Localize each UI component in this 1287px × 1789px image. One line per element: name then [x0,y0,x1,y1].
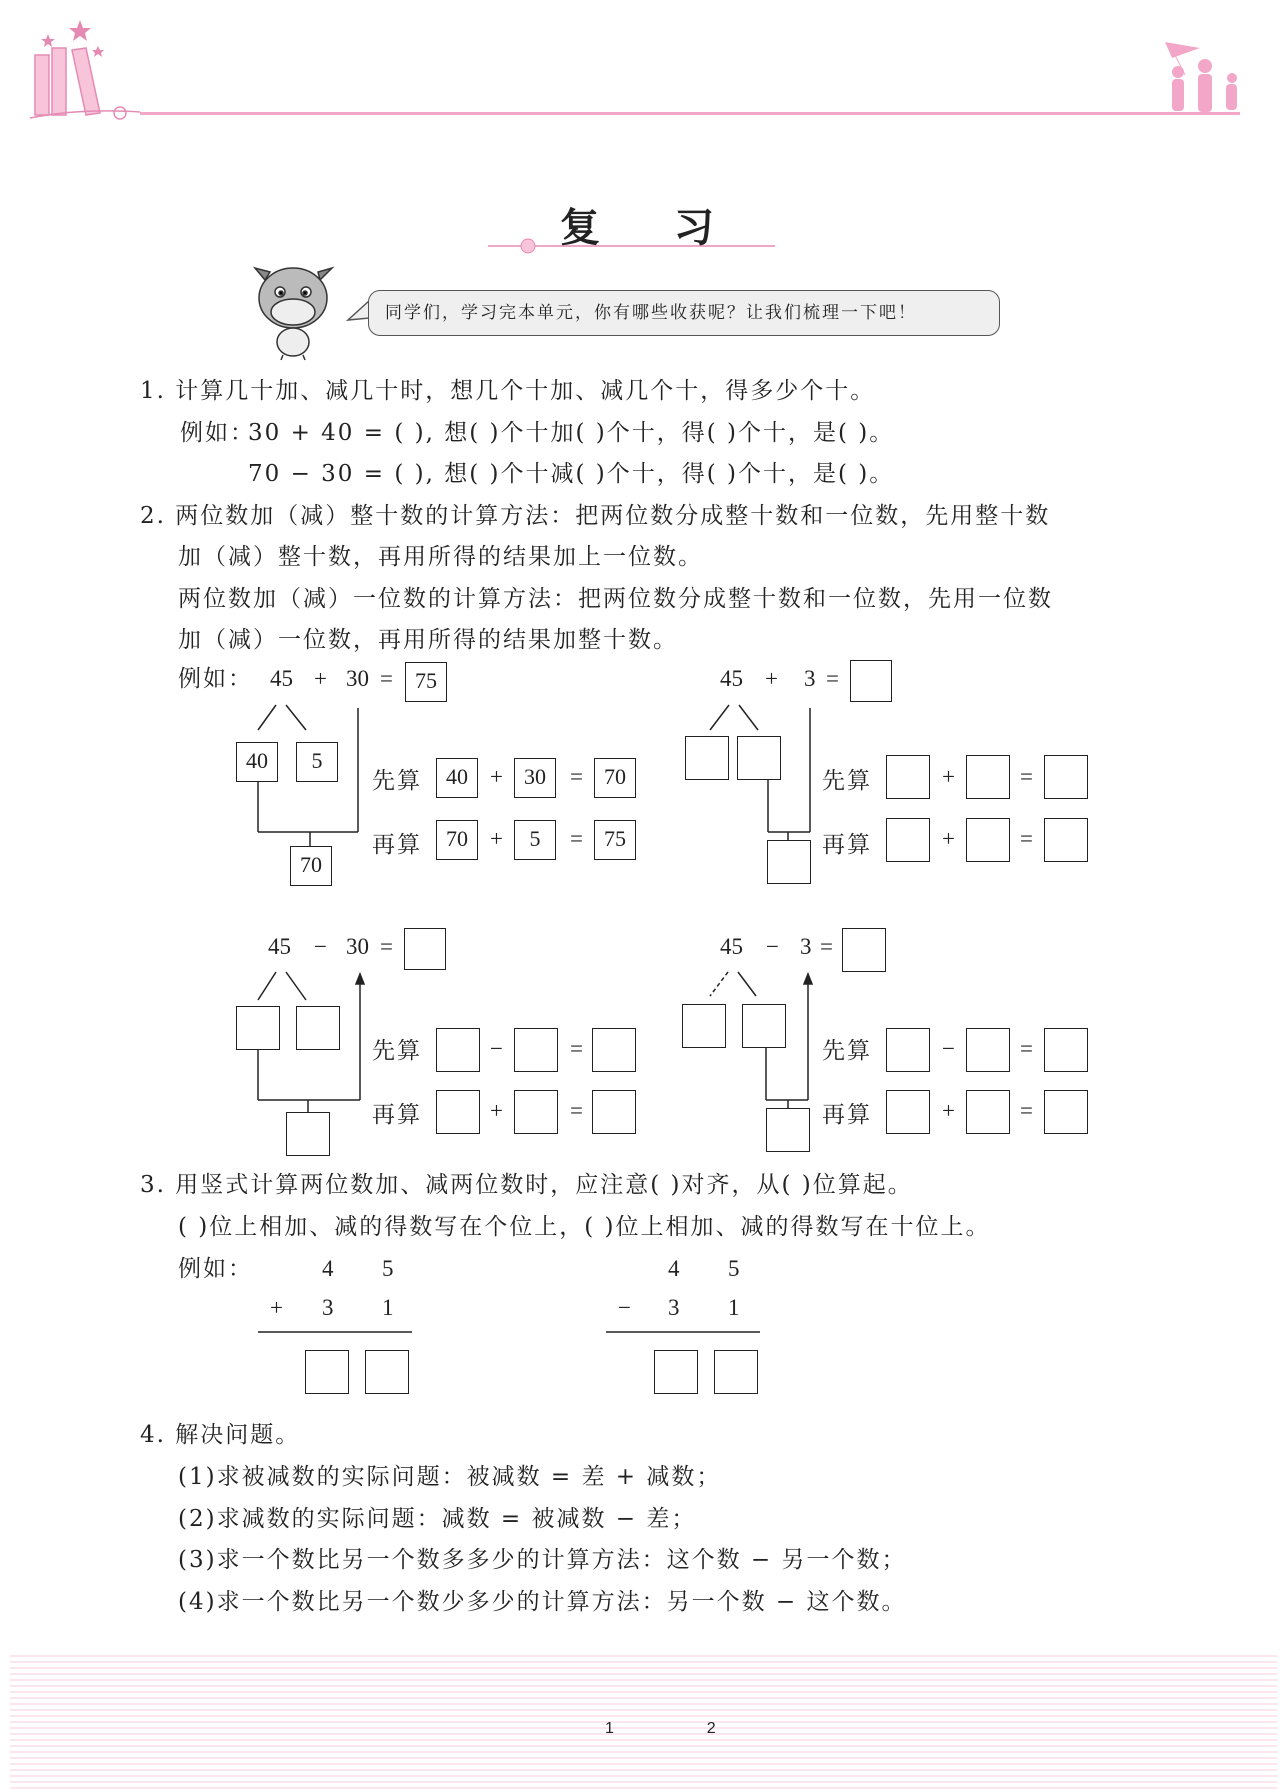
first-step-label: 先算 [822,1038,872,1064]
top-tens: 4 [322,1256,334,1281]
split-tens-box[interactable] [682,1004,726,1048]
bubble-tail [348,300,370,320]
r2-eq: = [570,826,583,851]
page-title: 复 习 [560,204,744,251]
r1-c-box: 70 [594,758,636,798]
operator: − [618,1295,631,1320]
answer-box[interactable] [404,928,446,970]
split-tens-box[interactable] [236,1006,280,1050]
r1-op: + [942,764,955,789]
r2-a-box[interactable] [886,818,930,862]
middle-result-box[interactable] [766,1108,810,1152]
operand-a: 45 [268,934,291,959]
r1-c-box[interactable] [1044,755,1088,799]
result-ones-box[interactable] [714,1350,758,1394]
result-tens-box[interactable] [654,1350,698,1394]
operand-b: 3 [800,934,812,959]
title-dot-icon [521,239,535,253]
section-1-example-label: 例如： [180,420,255,446]
r1-b-box[interactable] [514,1028,558,1072]
r2-c-box[interactable] [1044,1090,1088,1134]
split-ones-box[interactable] [742,1004,786,1048]
r2-c-box: 75 [594,820,636,860]
then-step-label: 再算 [822,1102,872,1128]
r2-eq: = [1020,1098,1033,1123]
operand-a: 45 [270,666,293,691]
r2-b-box[interactable] [966,818,1010,862]
operator: − [314,934,327,959]
book-logo-icon [30,48,140,119]
operator: − [766,934,779,959]
r1-c-box[interactable] [1044,1028,1088,1072]
middle-result-box: 70 [290,846,332,886]
r1-eq: = [1020,1036,1033,1061]
r1-b-box[interactable] [966,755,1010,799]
r1-b-box[interactable] [966,1028,1010,1072]
result-tens-box[interactable] [305,1350,349,1394]
equals-sign: = [380,666,393,691]
operand-b: 3 [804,666,816,691]
r1-a-box[interactable] [886,755,930,799]
r2-op: + [490,1098,503,1123]
operand-a: 45 [720,934,743,959]
first-step-label: 先算 [372,1038,422,1064]
equals-sign: = [826,666,839,691]
section-4-item-3: (3)求一个数比另一个数多多少的计算方法：这个数 − 另一个数； [178,1547,907,1573]
section-1-heading: 1. 计算几十加、减几十时，想几个十加、减几个十，得多少个十。 [140,378,876,404]
top-tens: 4 [668,1256,680,1281]
equals-sign: = [820,934,833,959]
r2-c-box[interactable] [592,1090,636,1134]
section-4-item-4: (4)求一个数比另一个数少多少的计算方法：另一个数 − 这个数。 [178,1589,907,1615]
r2-b-box: 5 [514,820,556,860]
r1-op: − [490,1036,503,1061]
top-ones: 5 [728,1256,740,1281]
split-tens-box: 40 [236,742,278,782]
r1-eq: = [1020,764,1033,789]
split-tens-box[interactable] [685,736,729,780]
then-step-label: 再算 [372,832,422,858]
r1-c-box[interactable] [592,1028,636,1072]
r2-b-box[interactable] [514,1090,558,1134]
r1-b-box: 30 [514,758,556,798]
section-3-line-2: ( )位上相加、减的得数写在个位上，( )位上相加、减的得数写在十位上。 [178,1214,991,1240]
then-step-label: 再算 [372,1102,422,1128]
split-ones-box: 5 [296,742,338,782]
section-4-item-2: (2)求减数的实际问题：减数 = 被减数 − 差； [178,1506,697,1532]
section-2-line-2: 加（减）整十数，再用所得的结果加上一位数。 [178,544,703,570]
middle-result-box[interactable] [286,1112,330,1156]
section-1-example-1: 30 + 40 = ( ), 想( )个十加( )个十，得( )个十，是( )。 [248,420,895,446]
section-2-line-3: 两位数加（减）一位数的计算方法：把两位数分成整十数和一位数，先用一位数 [178,586,1053,612]
split-ones-box[interactable] [737,736,781,780]
r2-b-box[interactable] [966,1090,1010,1134]
first-step-label: 先算 [372,768,422,794]
section-4-item-1: (1)求被减数的实际问题：被减数 = 差 + 减数； [178,1464,722,1490]
middle-result-box[interactable] [767,840,811,884]
r2-eq: = [1020,826,1033,851]
section-2-line-4: 加（减）一位数，再用所得的结果加整十数。 [178,627,678,653]
operator: + [314,666,327,691]
r2-op: + [490,826,503,851]
answer-box[interactable] [842,928,886,972]
answer-box: 75 [405,662,447,702]
r2-op: + [942,1098,955,1123]
r2-a-box: 70 [436,820,478,860]
then-step-label: 再算 [822,832,872,858]
speech-bubble: 同学们，学习完本单元，你有哪些收获呢？让我们梳理一下吧！ [368,290,1000,336]
r1-op: − [942,1036,955,1061]
r1-op: + [490,764,503,789]
r1-eq: = [570,1036,583,1061]
r2-eq: = [570,1098,583,1123]
section-3-line-1: 3. 用竖式计算两位数加、减两位数时，应注意( )对齐，从( )位算起。 [140,1172,913,1198]
first-step-label: 先算 [822,768,872,794]
result-ones-box[interactable] [365,1350,409,1394]
r1-a-box[interactable] [886,1028,930,1072]
split-ones-box[interactable] [296,1006,340,1050]
r1-a-box[interactable] [436,1028,480,1072]
section-3-example-label: 例如： [178,1256,253,1282]
children-kite-icon [1165,42,1237,112]
operand-a: 45 [720,666,743,691]
r2-a-box[interactable] [436,1090,480,1134]
r1-a-box: 40 [436,758,478,798]
r2-op: + [942,826,955,851]
page-number: 1 2 [605,1720,744,1737]
operand-b: 30 [346,934,369,959]
bottom-tens: 3 [322,1295,334,1320]
top-ones: 5 [382,1256,394,1281]
equals-sign: = [380,934,393,959]
section-4-heading: 4. 解决问题。 [140,1422,301,1448]
bottom-ones: 1 [382,1295,394,1320]
operator: + [765,666,778,691]
operand-b: 30 [346,666,369,691]
section-2-line-1: 2. 两位数加（减）整十数的计算方法：把两位数分成整十数和一位数，先用整十数 [140,503,1051,529]
bottom-tens: 3 [668,1295,680,1320]
answer-box[interactable] [850,660,892,702]
section-2-example-label: 例如： [178,666,253,692]
cow-mascot-icon [255,268,332,360]
bottom-ones: 1 [728,1295,740,1320]
r1-eq: = [570,764,583,789]
operator: + [270,1295,283,1320]
r2-c-box[interactable] [1044,818,1088,862]
r2-a-box[interactable] [886,1090,930,1134]
section-1-example-2: 70 − 30 = ( ), 想( )个十减( )个十，得( )个十，是( )。 [248,461,895,487]
